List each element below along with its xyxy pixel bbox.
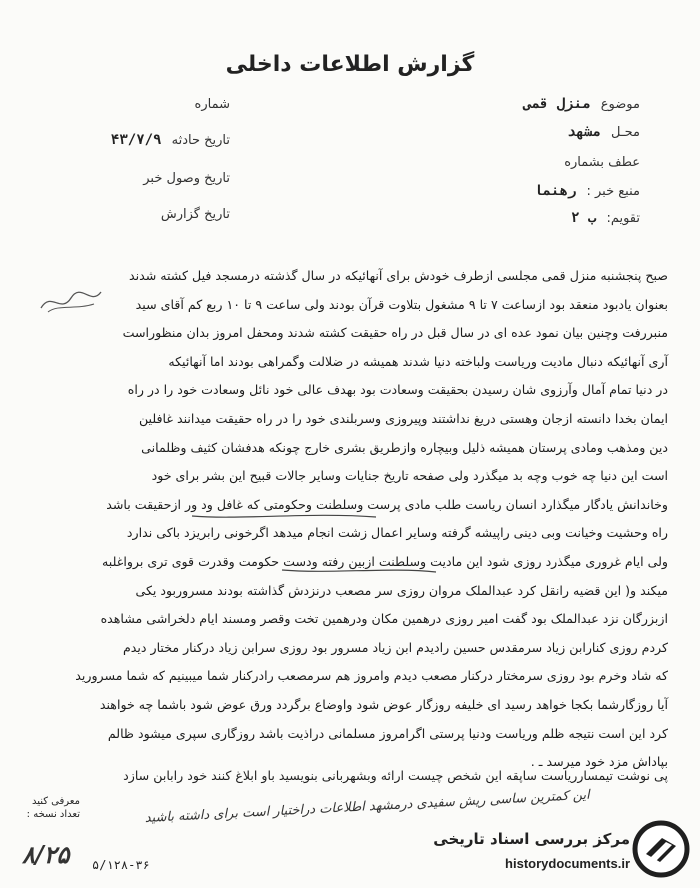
report-date-field (155, 206, 230, 222)
number-field (189, 96, 230, 112)
report-title: گزارش اطلاعات داخلی (225, 52, 475, 77)
handwritten-note: این کمترین ساسی ریش سفیدی درمشهد اطلاعات دراختیار است برای داشته باشید (144, 787, 591, 827)
number-label: شماره (194, 97, 230, 112)
body-line: بپاداش مزد خود میرسد ـ . (530, 754, 668, 770)
body-line: کردم روزی کنارابن زیاد سرمقدس حسین رادیدم ابن زیاد مسرور بود روزی سرابن زیاد درکنار مختار دیدم (122, 639, 668, 655)
body-line: آری آنهائیکه دنبال مادیت وریاست ولباخته دنیا شدند همیشه در ضلالت وگمراهی بودند اما آنهائیکه (168, 353, 668, 369)
footer-note: پی نوشت تیمسارریاست ساپقه این شخص چیست ارائه وبشهربانی بنویسید باو ابلاغ کنند خود رابابن سازد (123, 768, 668, 783)
reference-field (558, 154, 640, 170)
source-label: منبع خبر : (586, 184, 640, 199)
receipt-date-field (137, 170, 230, 186)
archive-code: ۵/۱۲۸-۳۶ (92, 858, 150, 872)
body-line: در دنیا تمام آمال وآرزوی شان رسیدن بحقیقت وسعادت بود بهدف عالی خود نائل وسعادت خود را در راه (127, 382, 668, 398)
report-date-label: تاریخ گزارش (160, 207, 230, 222)
rating-field (571, 210, 640, 226)
body-line: ازبزرگان نزد عبدالملک بود گفت امیر روزی درهمین مکان ودرهمین تخت وقصر ومسند ایام دلخراشی مشاهده (100, 611, 668, 627)
incident-date-value: ۴۳/۷/۹ (110, 132, 162, 148)
body-line: ولی ایام غروری میگذرد روزی شود این مادیت وسلطنت ازبین رفته ودست حکومت وقدرت قوی تری برواغلبه (102, 553, 668, 569)
archive-logo (433, 820, 690, 882)
incident-date-field (111, 132, 230, 148)
archive-name: مرکز بررسی اسناد تاریخی (433, 830, 630, 848)
body-line: صبح پنجشنبه منزل قمی مجلسی ازطرف خودش برای آنهائیکه در سال گذشته درمسجد فیل کشته شدند (128, 268, 668, 283)
body-line: که شاد وخرم بود روزی سرمختار درکنار مصعب دیدم وامروز هم سرمصعب رادرکنار شما میبینیم که شما مسرورید (75, 668, 668, 684)
body-line: آیا روزگارشما بکجا خواهد رسید ای خلیفه روزگار عوض شود واوضاع برگردد ورق عوض شود باشما چه خواهند (99, 696, 668, 712)
handwritten-number: ۸/۲۵ (22, 840, 70, 869)
body-line: است این دنیا چه خوب وچه بد میگذرد ولی صفحه تاریخ جنایات وسایر جالات قبیح این بشر برای خود (151, 468, 668, 484)
rating-label: تقویم: (606, 211, 640, 226)
subject-value: منزل قمی (523, 96, 591, 112)
body-line: بعنوان یادبود منعقد بود ازساعت ۷ تا ۹ مشغول بتلاوت قرآن بودند ولی ساعت ۹ تا ۱۰ ربع کم آقای سید (135, 296, 668, 312)
archive-url[interactable]: historydocuments.ir (505, 856, 630, 871)
rating-value: ب ۲ (571, 210, 597, 226)
source-field (534, 183, 640, 199)
body-line: میکند و( این قضیه رانقل کرد عبدالملک مروان روزی سر مصعب درنزدش گذاشته بودند مسروربود یکی (135, 582, 668, 598)
incident-date-label: تاریخ حادثه (171, 133, 230, 148)
marginal-signature-icon (36, 286, 106, 316)
underline-mark-icon (280, 564, 440, 578)
subject-field (523, 96, 640, 112)
location-field (567, 124, 640, 140)
body-line: وخاندانش یادگار میگذارد انسان ریاست طلب مادی پرست وسلطنت وحکومتی که غافل ود ور ازحقیقت باشد (106, 496, 668, 512)
body-line: کرد این است نتیجه ظلم وریاست ودنیا پرستی اگرامروز مسلمانی دراذیت باشد روزگاری سپری میشود ظالم (107, 725, 668, 741)
body-line: راه وحشیت وخیانت وبی دینی راپیشه گرفته وسایر اعمال زشت انجام میدهد اگرخونی رابریزد باکی ندارد (126, 525, 668, 541)
source-value: رهنما (534, 183, 577, 199)
reference-label: عطف بشماره (564, 155, 640, 170)
receipt-date-label: تاریخ وصول خبر (143, 171, 230, 186)
underline-mark-icon (190, 508, 380, 522)
document-folder-icon (632, 820, 690, 878)
subject-label: موضوع (600, 97, 640, 112)
location-value: مشهد (567, 124, 601, 140)
body-line: منبررفت وچنین بیان نمود عده ای در سال قبل در راه حقیقت کشته شدند ومحفل امروز بدان منظوراست (122, 325, 668, 341)
body-line: ایمان بخدا دانسته ازجان وهستی دریغ نداشتند وپیروزی وسربلندی خود را در راه حقیقت میدانند غافلین (138, 410, 668, 426)
body-line: دین ومذهب ومادی پرستان همیشه ذلیل وبیچاره وازطریق بشری خارج چونکه هدفشان کثیف وظلمانی (141, 439, 668, 455)
location-label: محـل (610, 125, 640, 140)
copies-label: معرفی کنید تعداد نسخه : (26, 796, 80, 820)
